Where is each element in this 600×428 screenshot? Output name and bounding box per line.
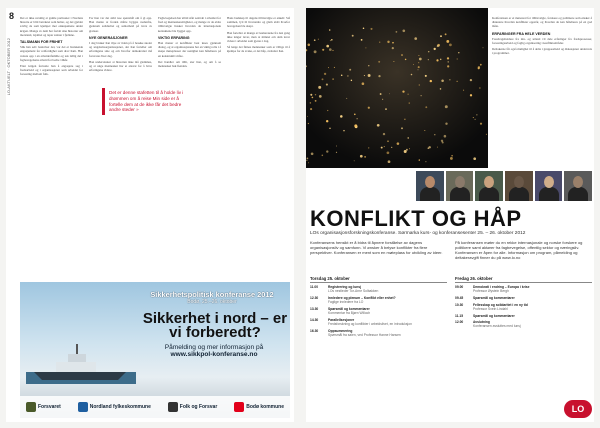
candle-light: [387, 151, 390, 154]
intro-paragraph-2: På konferansen møter du en rekke internasjonale og norske forskere og politikere samt aktører fra fagbevegelse, offentlig sektor og næringsliv. Konferansen er åpen for alle. Informasjon om program, påmelding og deltakeravgift finner du på www.lo.no: [455, 240, 583, 260]
program-speaker: Professor Øystein Bergh: [473, 289, 509, 294]
candle-light: [447, 57, 449, 59]
ad-url-link[interactable]: www.sikkpol-konferanse.no: [170, 351, 258, 359]
candle-light: [319, 95, 322, 98]
program-time: 11.15: [455, 313, 464, 318]
column-paragraph: Etter krigen fortsatte han å engasjere seg i fredsarbeid og i organisasjoner som arbeidet for forsoning mellom folk.: [20, 64, 83, 77]
logo-forsvaret: Forsvaret: [26, 402, 61, 412]
portrait-body: [539, 187, 559, 201]
candle-light: [346, 98, 347, 99]
candle-light: [354, 114, 356, 116]
candle-light: [434, 134, 435, 135]
candle-light: [447, 65, 449, 67]
program-time: 09.00: [455, 285, 464, 289]
candle-light: [458, 52, 459, 53]
candle-light: [310, 94, 312, 96]
ad-logo-bar: [20, 396, 290, 418]
candle-light: [486, 134, 487, 135]
candle-light: [379, 42, 380, 43]
program-time: 16.30: [310, 328, 319, 333]
candle-light: [470, 79, 472, 81]
portrait-body: [568, 187, 588, 201]
conference-ad[interactable]: [20, 282, 290, 418]
ad-title: Sikkerhetspolitisk konferanse 2012: [150, 290, 274, 299]
candle-light: [449, 44, 452, 47]
column-subheading: NYE GENERASJONER: [89, 35, 128, 40]
candle-light: [409, 103, 410, 104]
candle-light: [414, 37, 417, 40]
candle-light: [368, 74, 371, 77]
program-title: Oppsummering: [328, 328, 353, 333]
candle-light: [411, 74, 413, 76]
program-time: 13.30: [310, 306, 319, 311]
program-item: [455, 285, 592, 293]
candle-light: [330, 40, 331, 41]
candle-light: [449, 79, 450, 80]
candle-light: [381, 147, 383, 149]
candle-light: [408, 94, 409, 95]
candle-light: [391, 147, 392, 148]
program-title: Spørsmål og kommentarer: [328, 306, 370, 311]
candle-light: [362, 82, 365, 85]
program-item: [455, 314, 592, 318]
candle-light: [392, 47, 394, 49]
candle-light: [457, 81, 458, 82]
candle-light: [354, 160, 355, 161]
column-paragraph: I dag bruker han mye av tiden på å besøke skoler og ungdomsorganisasjoner, der han forteller om erfaringene sine og om hvorfor demokratiet må forsvares hver dag.: [89, 41, 152, 58]
article-column: [89, 16, 152, 278]
candle-light: [318, 86, 321, 89]
candle-light: [389, 93, 390, 94]
candle-light: [332, 78, 334, 80]
column-paragraph: Han understreker at historien ikke må glemmes, og at unge mennesker har et ansvar for å bære erfaringene videre.: [89, 59, 152, 73]
program-title: Demokrati i endring – Europa i krise: [473, 285, 530, 289]
column-subheading: VIKTIG ERFARING: [158, 35, 190, 40]
program-speaker: Spørsmål fra salen, ved Professor Hanne Hansen: [328, 332, 401, 337]
candle-light: [480, 64, 482, 66]
program-day-title: Torsdag 25. oktober: [310, 276, 447, 283]
bodo-icon: [234, 402, 244, 412]
candle-light: [406, 149, 408, 151]
program-details: [328, 307, 447, 315]
column-paragraph: Han mener at konflikter best løses gjennom dialog, og at organisasjonene har en viktig rolle i å skape møteplasser der uenighet kan håndteres på en konstruktiv måte.: [158, 41, 221, 58]
candle-light: [393, 61, 394, 62]
candle-light: [363, 27, 365, 29]
candle-light: [365, 47, 366, 48]
candle-light: [483, 47, 484, 48]
candle-light: [402, 90, 404, 92]
emblem-icon: [168, 402, 178, 412]
candle-light: [331, 39, 333, 41]
candle-light: [437, 147, 438, 148]
program-item: [310, 329, 447, 337]
candle-light: [314, 50, 317, 53]
conference-intro: [310, 240, 592, 260]
program-time: 09.45: [455, 295, 464, 300]
candle-light: [307, 158, 309, 160]
program-time: 14.30: [310, 317, 319, 322]
candle-light: [368, 147, 369, 148]
column-paragraph: Så lenge det finnes mennesker som er villige til å kjempe for de svake, er det håp, avslutter han.: [227, 45, 290, 54]
candle-light: [448, 61, 449, 62]
program-item: [310, 307, 447, 315]
portrait-head: [425, 176, 435, 188]
column-paragraph: Det handler om tillit, sier han, og om å se mennesket bak fienden.: [158, 59, 221, 69]
column-subheading: ERFARINGER FRA HELE VERDEN: [492, 31, 551, 36]
lo-logo: LO: [564, 400, 592, 418]
left-page: [6, 8, 294, 422]
page-number: 8: [9, 11, 15, 21]
candle-light: [445, 33, 447, 35]
column-paragraph: Deltakerne får også mulighet til å delta i gruppearbeid og diskusjoner underveis i programmet.: [492, 47, 592, 56]
candle-light: [306, 160, 307, 161]
column-paragraph: Foredragsholdere fra inn- og utland vil dele erfaringer fra fredsprosesser, forsoningsarbeid og faglig organisering i konfliktområder.: [492, 36, 592, 46]
speaker-portrait: [505, 171, 533, 201]
ad-cta: [138, 344, 290, 359]
candle-light: [445, 122, 447, 124]
portrait-head: [544, 176, 554, 188]
column-subheading: TALSMANN FOR FRIHET: [20, 40, 63, 45]
candle-light: [419, 159, 420, 160]
candle-light: [440, 59, 441, 60]
program-day: [455, 276, 592, 418]
program-day: [310, 276, 447, 418]
candle-light: [324, 73, 326, 75]
candle-light: [470, 94, 472, 96]
candle-light: [326, 120, 328, 122]
candle-light: [308, 123, 309, 124]
program-details: [473, 314, 592, 318]
candle-light: [368, 65, 369, 66]
candle-light: [387, 140, 389, 142]
candle-light: [322, 49, 324, 51]
program-speaker: Kommentar fra Bjørn Willoch: [328, 311, 371, 316]
candle-light: [336, 152, 337, 153]
candle-light: [437, 45, 439, 47]
article-column: [227, 16, 290, 278]
program-time: 12.00: [455, 320, 464, 325]
program-speaker: Konferansen avsluttes med lunsj: [473, 324, 521, 329]
candle-light: [354, 124, 357, 127]
candle-light: [385, 108, 387, 110]
candle-light: [450, 157, 453, 160]
candle-light: [308, 162, 309, 163]
program-time: 12.30: [310, 295, 319, 300]
candle-light: [463, 90, 464, 91]
candle-light: [401, 127, 403, 129]
candle-light: [421, 95, 422, 96]
candle-light: [370, 28, 372, 30]
conference-headline: KONFLIKT OG HÅP: [310, 206, 522, 231]
program-details: [328, 285, 447, 293]
column-paragraph: Det er ikke uvanlig at gamle partisaner i Nordens historie er blitt betraktet som helter, og det gjelder særlig de som kjempet mot okkupantene under krigen. Mange av dem har fortalt sine historier om motstand, lojalitet og tapte venner i fjellene.: [20, 16, 83, 37]
vertical-label: LO-AKTUELT · OKTOBER 2012: [6, 38, 11, 96]
candle-light: [429, 146, 431, 148]
program-day-title: Fredag 26. oktober: [455, 276, 592, 283]
candle-light: [315, 100, 317, 102]
candle-light: [478, 66, 480, 68]
candle-light: [473, 157, 476, 160]
candle-light: [384, 146, 385, 147]
candle-light: [368, 107, 370, 109]
portrait-head: [455, 176, 465, 188]
candle-light: [318, 39, 319, 40]
candle-light: [413, 64, 414, 65]
candle-light: [404, 150, 407, 153]
candle-light: [378, 61, 380, 63]
candle-light: [364, 156, 366, 158]
candle-light: [441, 140, 443, 142]
candle-light: [425, 106, 427, 108]
ad-cta-text: Påmelding og mer informasjon på: [164, 344, 264, 351]
candle-light: [444, 135, 447, 138]
article-columns: [20, 16, 290, 278]
logo-folk-og-forsvar: Folk og Forsvar: [168, 402, 218, 412]
candle-light: [336, 146, 337, 147]
candle-light: [480, 123, 482, 125]
candle-light: [445, 105, 448, 108]
ad-subtitle: Bodø, 25.–26. oktober: [187, 299, 237, 305]
candle-light: [332, 50, 333, 51]
portrait-head: [514, 176, 524, 188]
program-time: 11.00: [310, 285, 319, 289]
candle-light: [428, 51, 429, 52]
candle-light: [377, 124, 380, 127]
candle-light: [436, 59, 438, 61]
program-title: Registrering og lunsj: [328, 285, 361, 289]
candle-light: [451, 155, 453, 157]
program-speaker: LOs nestleder Tor-Arne Solbakken: [328, 289, 379, 294]
program-item: [310, 318, 447, 326]
right-page: [306, 8, 594, 422]
candle-light: [401, 54, 403, 56]
candle-light: [382, 99, 383, 100]
crest-icon: [78, 402, 88, 412]
candle-light: [322, 155, 324, 157]
logo-bodo: Bodø kommune: [234, 402, 284, 412]
ad-headline: Sikkerhet i nord – er vi forberedt?: [142, 310, 288, 341]
candle-light: [418, 62, 419, 63]
candle-light: [419, 58, 422, 61]
candle-light: [315, 94, 316, 95]
candle-light: [446, 40, 449, 43]
program-schedule: [310, 276, 592, 418]
column-paragraph: Han forteller at mange av kameratene fra den gang ikke lenger lever, men at minnet om dem lever videre i arbeidet som gjøres i dag.: [227, 30, 290, 44]
logo-nordland: Nordland fylkeskommune: [78, 402, 151, 412]
program-details: [328, 296, 447, 304]
candle-light: [402, 29, 405, 32]
speaker-portrait: [446, 171, 474, 201]
shield-icon: [26, 402, 36, 412]
candle-light: [428, 59, 429, 60]
magazine-spread: [6, 8, 594, 422]
candle-light: [418, 69, 419, 70]
candle-light: [425, 75, 427, 77]
candle-light: [364, 75, 365, 76]
candle-light: [409, 148, 410, 149]
candle-light: [340, 115, 343, 118]
candle-light: [418, 66, 420, 68]
program-item: [310, 296, 447, 304]
pullquote: Det er denne stafetten til å holde liv i drømmen om å reise Min side er å fortelle dem at de ikke får det bedre andre steder »: [102, 88, 196, 115]
candle-light: [328, 67, 329, 68]
candle-light: [441, 80, 444, 83]
column-paragraph: Fagbevegelsen har alltid stått sentralt i arbeidet for fred og menneskerettigheter, og mange av de eldre tillitsvalgte husker hvordan de internasjonale kontaktene ble bygget opp.: [158, 16, 221, 33]
candle-light: [424, 130, 425, 131]
candle-light: [425, 161, 426, 162]
candle-light: [327, 110, 328, 111]
candle-light: [326, 45, 329, 48]
program-time: 10.30: [455, 302, 464, 307]
program-title: Fellesskap og solidaritet i en ny tid: [473, 302, 528, 307]
column-paragraph: Konferansen er et møtested for tillitsvalgte, forskere og politikere som ønsker å diskutere hvordan konflikter oppstår, og hvordan de kan håndteres på en god måte.: [492, 16, 592, 29]
program-item: [455, 303, 592, 311]
candle-light: [326, 150, 328, 152]
candle-light: [334, 67, 335, 68]
program-details: [473, 296, 592, 300]
program-speaker: Faglige innledere fra LO: [328, 300, 364, 305]
candle-light: [326, 84, 328, 86]
candle-light: [479, 87, 480, 88]
speaker-portrait: [416, 171, 444, 201]
crowd-photo-image: [306, 8, 488, 168]
article-column: [20, 16, 83, 278]
program-title: Spørsmål og kommentarer: [473, 313, 515, 318]
candle-light: [361, 39, 363, 41]
candle-light: [322, 78, 324, 80]
candle-light: [314, 39, 316, 41]
program-speaker: Professor Svein Lindahl: [473, 306, 508, 311]
speaker-portrait: [475, 171, 503, 201]
program-details: [328, 329, 447, 337]
candle-light: [430, 80, 432, 82]
candle-light: [312, 97, 314, 99]
program-title: Innledere og plenum – Konflikt eller enhet?: [328, 295, 396, 300]
candle-light: [352, 35, 354, 37]
column-paragraph: For han var det aldri noe spørsmål om å gi opp. Han mente at freden måtte bygges nedenfra, gjennom solidaritet og samarbeid på tvers av grenser.: [89, 16, 152, 33]
candle-light: [351, 80, 352, 81]
candle-light: [407, 137, 408, 138]
column-paragraph: Slik han selv beskriver det, var det et brennende engasjement for rettferdighet som drev ham. Han vokste opp i en arbeiderfamilie og tok tidlig del i fagbevegelsens arbeid for bedre vilkår.: [20, 45, 83, 62]
candle-light: [347, 75, 348, 76]
candle-light: [418, 55, 419, 56]
right-article-column: [492, 16, 592, 174]
candle-light: [311, 152, 314, 155]
portrait-body: [509, 187, 529, 201]
candle-light: [380, 93, 382, 95]
candle-light: [360, 155, 363, 158]
candle-light: [434, 48, 436, 50]
program-title: Parallellsesjoner: [328, 317, 355, 322]
column-paragraph: Hans budskap til dagens tillitsvalgte er enkelt: Stå sammen, lytt til hverandre og glem aldri hvorfor bevegelsen ble skapt.: [227, 16, 290, 29]
program-item: [310, 285, 447, 293]
candle-light: [440, 88, 442, 90]
candle-light: [397, 142, 400, 145]
program-item: [455, 296, 592, 300]
crowd-photo: [306, 8, 488, 168]
candle-light: [349, 69, 351, 71]
program-item: [455, 320, 592, 328]
candle-light: [388, 160, 391, 163]
candle-light: [473, 117, 474, 118]
program-speaker: Fredsforskning og konflikter i arbeidslivet, en introduksjon: [328, 321, 412, 326]
program-details: [473, 320, 592, 328]
conference-subtitle: LOs organisasjonsforskningskonferanse. Sørmarka kurs- og konferansesenter 25. – 26. oktober 2012: [310, 231, 526, 236]
intro-paragraph-1: Konferansens hensikt er å bidra til åpnere forståelse av dagens organisasjonsliv og samfunn. Vi ønsker å belyse konflikter fra flere perspektiver. Konferansen er ment som en møteplass for utvikling av ideer.: [310, 240, 443, 255]
candle-light: [329, 29, 331, 31]
candle-light: [341, 75, 343, 77]
program-details: [473, 303, 592, 311]
program-details: [473, 285, 592, 293]
article-column: [158, 16, 221, 278]
program-title: Avslutning: [473, 320, 490, 325]
candle-light: [329, 128, 330, 129]
candle-light: [308, 44, 311, 47]
candle-light: [357, 118, 358, 119]
portrait-body: [450, 187, 470, 201]
ship-icon: [26, 342, 136, 384]
portrait-body: [479, 187, 499, 201]
candle-light: [310, 108, 312, 110]
candle-light: [475, 119, 476, 120]
candle-light: [405, 59, 407, 61]
candle-light: [343, 130, 345, 132]
speaker-portrait: [564, 171, 592, 201]
candle-light: [457, 58, 458, 59]
speaker-portrait: [535, 171, 563, 201]
candle-light: [307, 116, 308, 117]
candle-light: [396, 31, 398, 33]
candle-light: [440, 35, 442, 37]
portrait-body: [420, 187, 440, 201]
candle-light: [329, 48, 332, 51]
program-details: [328, 318, 447, 326]
candle-light: [419, 84, 420, 85]
candle-light: [378, 75, 380, 77]
candle-light: [383, 133, 385, 135]
candle-light: [476, 114, 477, 115]
program-title: Spørsmål og kommentarer: [473, 295, 515, 300]
candle-light: [392, 42, 394, 44]
speaker-portraits: [416, 171, 592, 201]
candle-light: [310, 102, 312, 104]
candle-light: [404, 119, 405, 120]
candle-light: [387, 41, 389, 43]
